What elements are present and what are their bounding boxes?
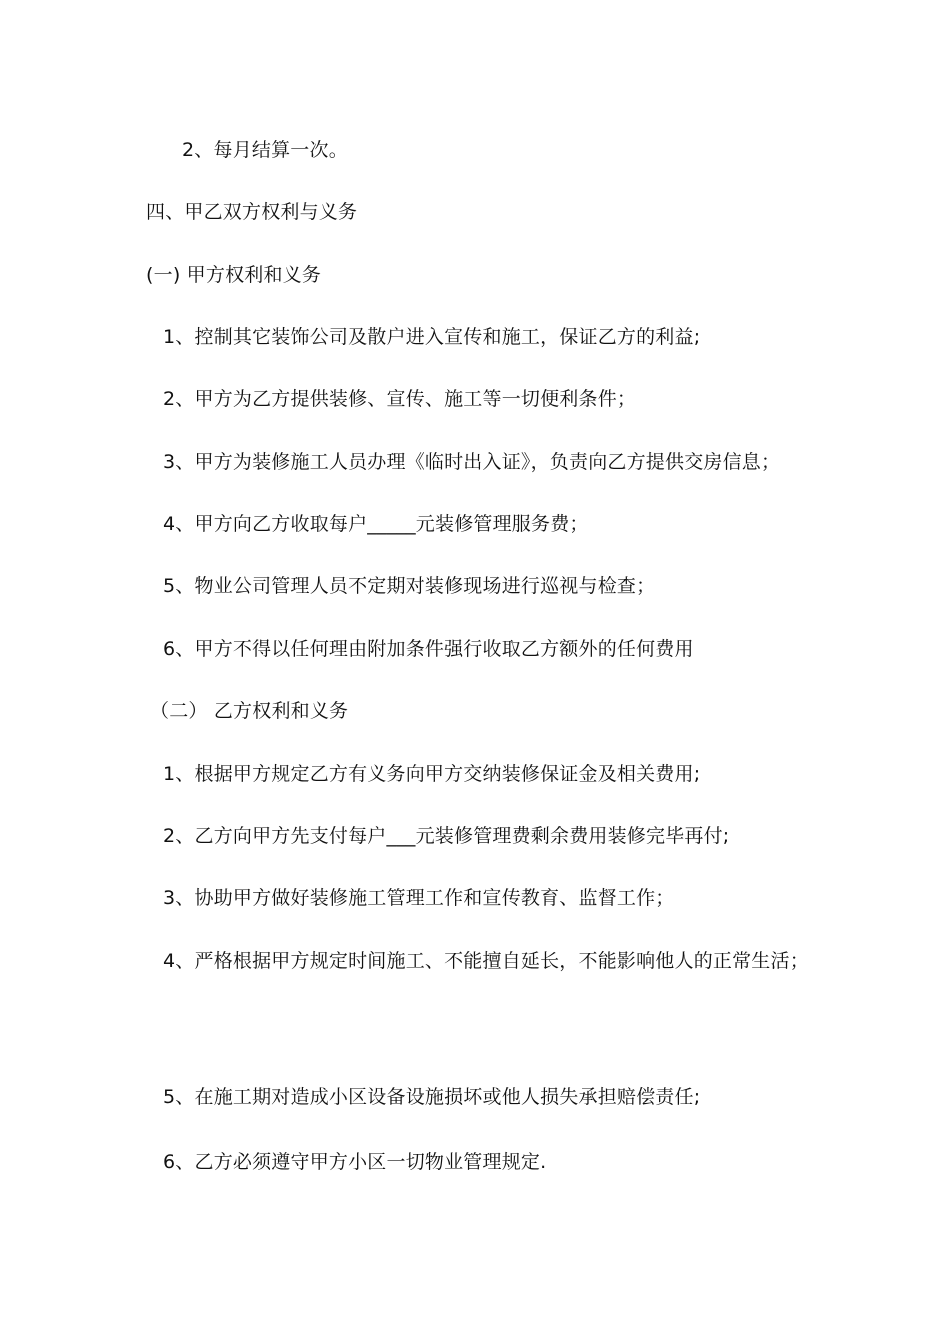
party-b-item-6: 6、乙方必须遵守甲方小区一切物业管理规定. (163, 1151, 547, 1173)
party-a-item-2: 2、甲方为乙方提供装修、宣传、施工等一切便利条件； (163, 388, 637, 410)
party-a-item-4: 4、甲方向乙方收取每户_____元装修管理服务费； (163, 513, 589, 535)
party-b-item-4: 4、严格根据甲方规定时间施工、不能擅自延长，不能影响他人的正常生活； (163, 950, 809, 972)
party-a-item-1: 1、控制其它装饰公司及散户进入宣传和施工，保证乙方的利益; (163, 326, 701, 348)
party-b-item-2: 2、乙方向甲方先支付每户___元装修管理费剩余费用装修完毕再付; (163, 825, 730, 847)
party-b-item-3: 3、协助甲方做好装修施工管理工作和宣传教育、监督工作； (163, 887, 675, 909)
party-a-item-6: 6、甲方不得以任何理由附加条件强行收取乙方额外的任何费用 (163, 638, 694, 660)
section-heading-rights-obligations: 四、甲乙双方权利与义务 (146, 201, 358, 223)
party-b-item-5: 5、在施工期对造成小区设备设施损坏或他人损失承担赔偿责任; (163, 1086, 701, 1108)
payment-settlement-line: 2、每月结算一次。 (182, 139, 348, 161)
party-a-item-3: 3、甲方为装修施工人员办理《临时出入证》，负责向乙方提供交房信息； (163, 451, 781, 473)
party-b-item-1: 1、根据甲方规定乙方有义务向甲方交纳装修保证金及相关费用; (163, 763, 701, 785)
subsection-heading-party-a: (一) 甲方权利和义务 (146, 264, 322, 286)
party-a-item-5: 5、物业公司管理人员不定期对装修现场进行巡视与检查； (163, 575, 656, 597)
subsection-heading-party-b: （二） 乙方权利和义务 (150, 700, 349, 722)
